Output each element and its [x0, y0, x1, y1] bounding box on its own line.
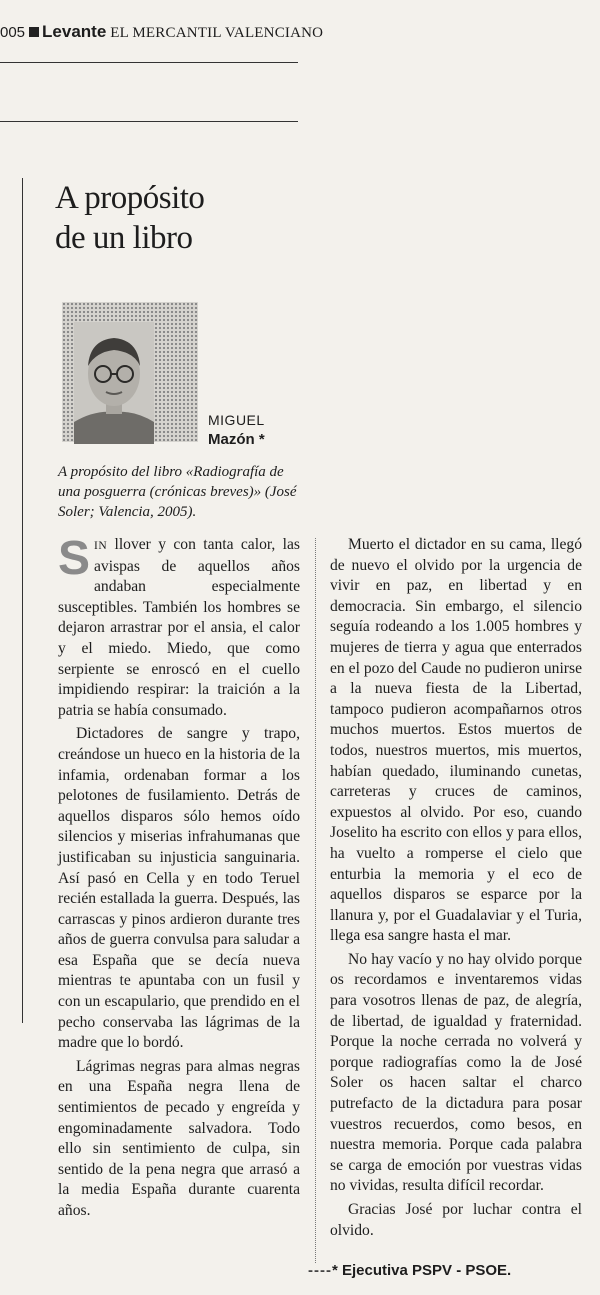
title-line-1: A propósito	[55, 180, 205, 216]
article-intro: A propósito del libro «Radiografía de una posguerra (crónicas breves)» (José Soler; Valencia, 2005).	[58, 464, 297, 520]
left-text-column	[58, 532, 300, 1222]
left-column-rule	[22, 178, 23, 1023]
signature-dash: ----	[308, 1262, 332, 1279]
header-rule	[0, 62, 298, 63]
paragraph-5: No hay vacío y no hay olvido porque os recordamos e inventaremos vidas para vosotros llenas de paz, de alegría, de libertad, de igualdad y fraternidad. Porque la noche cerrada no volverá y porque radiografías como la de José Soler os hacen saltar el charco putrefacto de la dictadura para posar vuestros recuerdos, como besos, en nuestra memoria. Porque cada palabra se carga de emoción por vuestras vidas no vividas, resulta difícil recordar.	[330, 950, 582, 1195]
author-byline	[208, 410, 265, 450]
paragraph-6: Gracias José por luchar contra el olvido.	[330, 1201, 582, 1239]
drop-cap: S	[58, 532, 91, 585]
author-last-name: Mazón *	[208, 431, 265, 448]
paragraph-1	[58, 532, 300, 721]
column-separator	[315, 538, 316, 1263]
author-photo	[74, 322, 154, 444]
signature-text: * Ejecutiva PSPV - PSOE.	[331, 1262, 512, 1279]
paragraph-1-text: llover y con tanta calor, las avispas de aquellos años andaban especialmente susceptibles. También los hombres se dejaron arrastrar por el ansia, el calor y el miedo. Miedo, que como serpiente se enroscó en el cuello impidiendo respirar: la traición a la patria se había consumado.	[58, 536, 300, 719]
author-affiliation	[308, 1262, 511, 1279]
page-number: 005	[0, 24, 26, 41]
square-bullet-icon	[29, 27, 39, 37]
section-rule	[0, 121, 298, 122]
title-line-2: de un libro	[55, 220, 193, 256]
masthead	[0, 22, 323, 42]
paragraph-4: Muerto el dictador en su cama, llegó de nuevo el olvido por la urgencia de vivir en paz, en libertad y en democracia. Sin embargo, el silencio seguía rodeando a los 1.005 hombres y mujeres de tierra y agua que enterrados en el pozo del Caude no pudieron unirse a la nueva fiesta de la Libertad, tampoco pudieron acompañarnos otros muchos muertos. Estos muertos de todos, nuestros muertos, mis muertos, habían quedado, iluminando cunetas, carreteras y cruces de caminos, expuestos al olvido. Por eso, cuando Joselito ha escrito con ellos y para ellos, ha vuelto a romperse el cielo que enturbia la memoria y el eco de aquellos disparos se esparce por la llanura y, por el Guadalaviar y el Turia, llega esa sangre hasta el mar.	[330, 536, 582, 945]
small-caps-lead: IN	[94, 540, 108, 552]
newspaper-name: EL MERCANTIL VALENCIANO	[110, 25, 324, 41]
paragraph-2: Dictadores de sangre y trapo, creándose un hueco en la historia de la infamia, ordenaban formar a los pelotones de fusilamiento. Detrás de aquellos disparos sólo hemos oído silencios y miserias infrahumanas que justificaban su injusticia sanguinaria. Así pasó en Cella y en todo Teruel recién estallada la guerra. Después, las carrascas y pinos ardieron durante tres años de guerra convulsa para saludar a esa España que se decía nueva mientras te apuntaba con un fusil y con un escapulario, que prendido en el pecho conservaba las lágrimas de la madre que lo bordó.	[58, 725, 300, 1052]
newspaper-brand: Levante	[42, 22, 107, 41]
paragraph-3: Lágrimas negras para almas negras en una España negra llena de sentimientos de pecado y engreída y engominadamente salvadora. Todo ello sin sentimiento de culpa, sin sentido de la pena negra que arrasó a la media España durante cuarenta años.	[58, 1057, 300, 1219]
author-first-name: MIGUEL	[208, 412, 265, 428]
article-title	[55, 178, 295, 258]
right-text-column	[330, 535, 582, 1241]
